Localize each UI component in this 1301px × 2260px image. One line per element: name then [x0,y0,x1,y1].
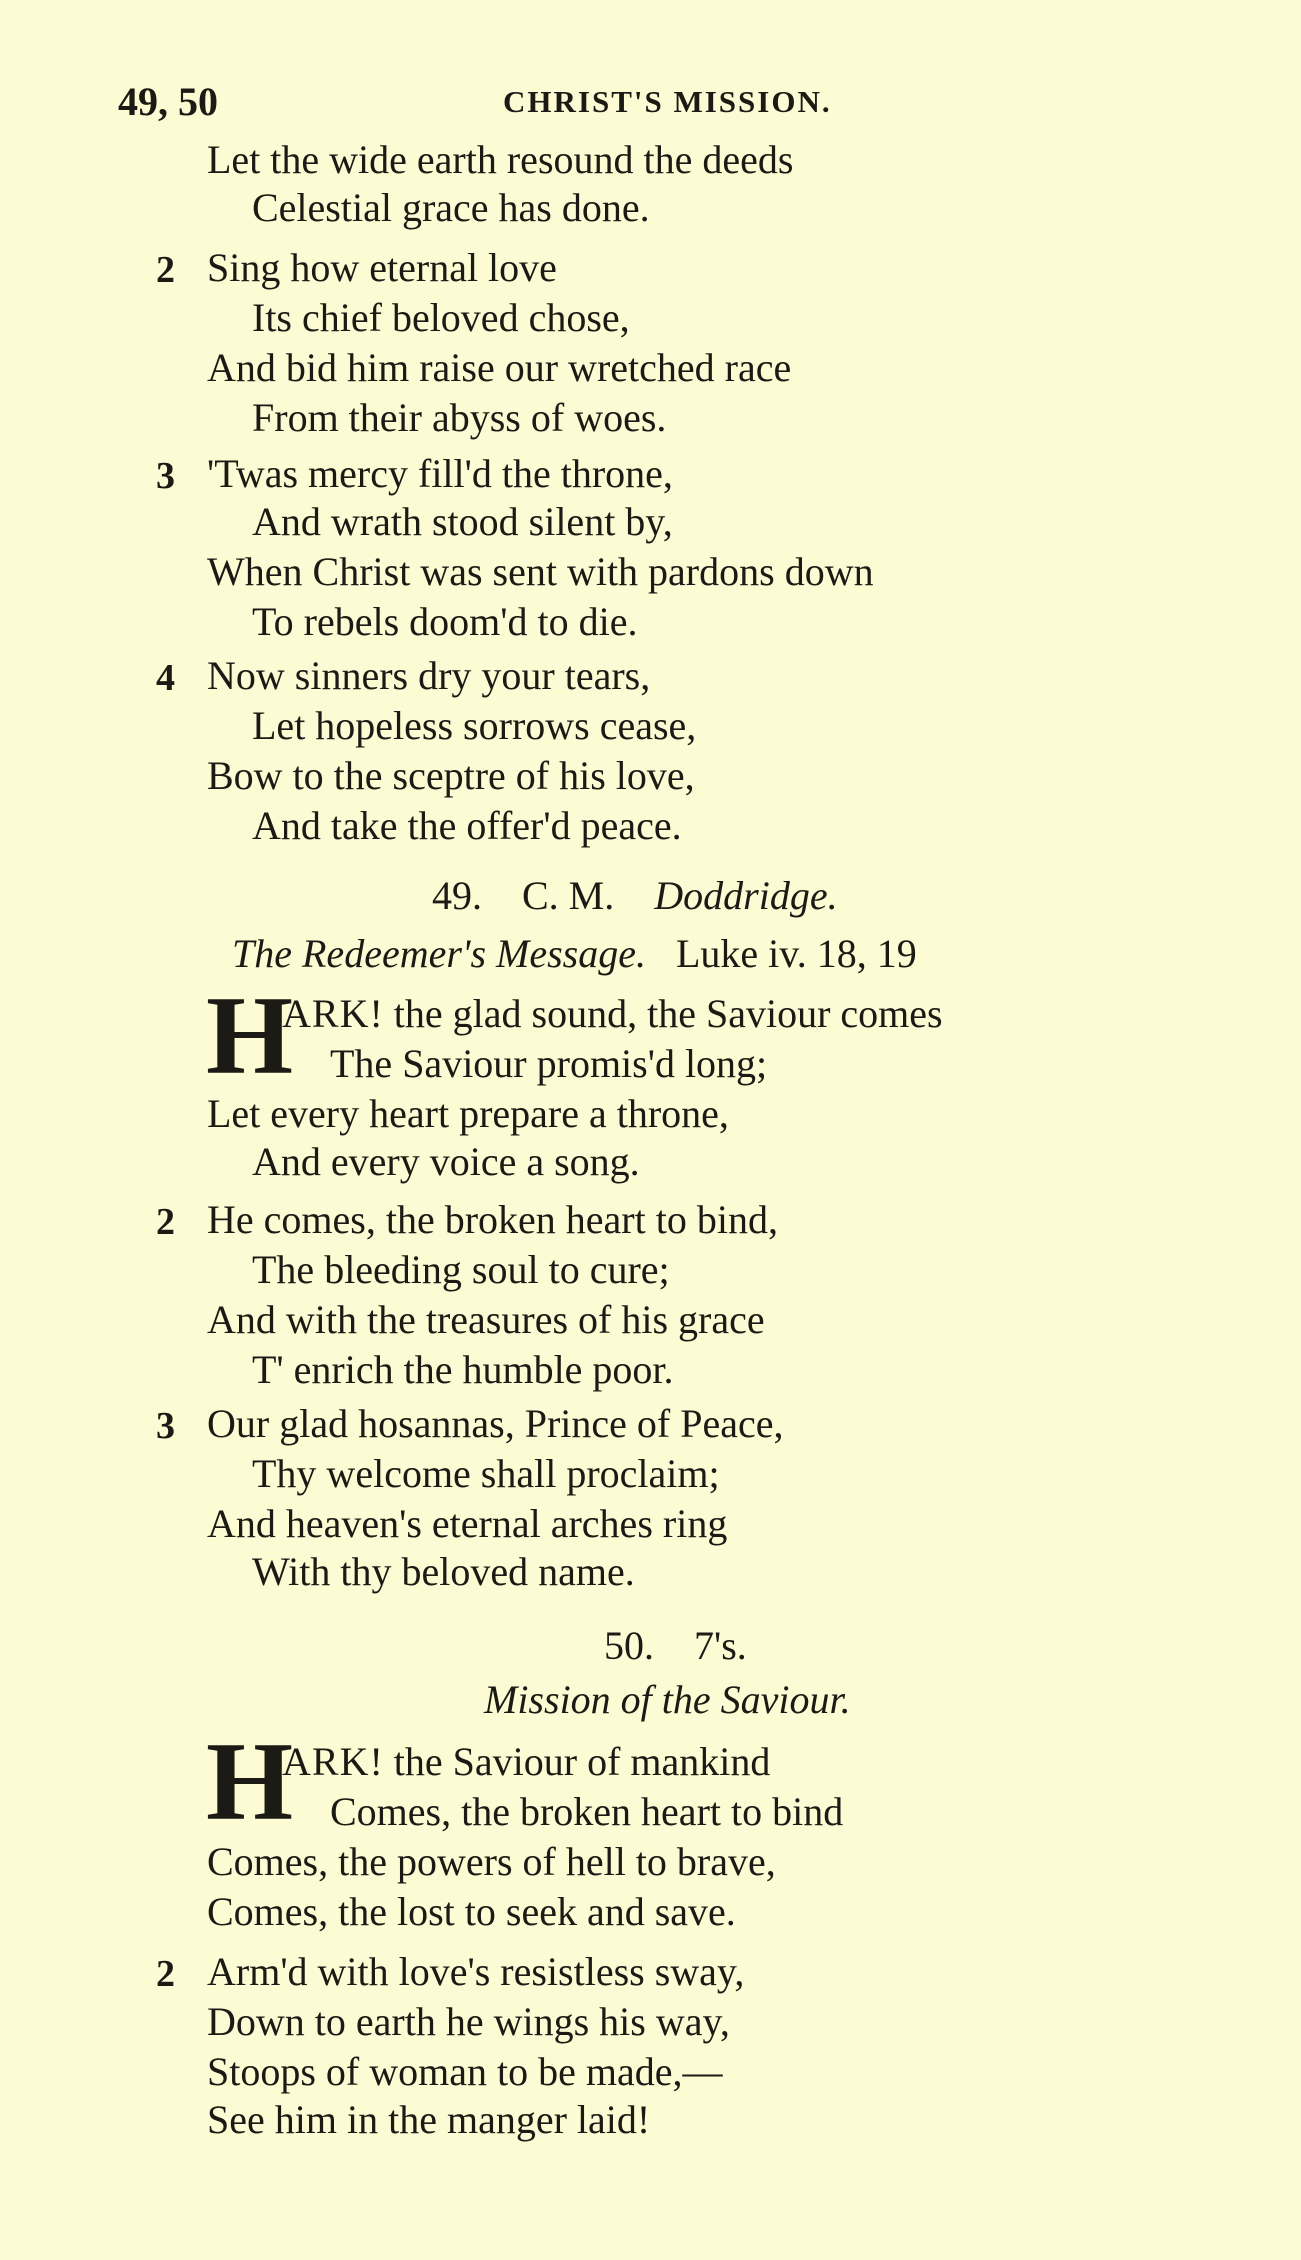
first-word: ARK! [282,1739,384,1784]
verse-number: 2 [156,1953,175,1995]
verse-line: Let hopeless sorrows cease, [252,703,697,748]
verse-line: Arm'd with love's resistless sway, [207,1949,745,1994]
first-line-rest: the glad sound, the Saviour comes [393,991,943,1036]
hymn-title [484,1676,851,1723]
hymn-number: 49. [432,873,482,918]
verse-line: And heaven's eternal arches ring [207,1501,728,1546]
scripture-reference: Luke iv. 18, 19 [675,931,917,976]
verse-line: T' enrich the humble poor. [252,1347,674,1392]
verse-line: Bow to the sceptre of his love, [207,753,695,798]
hymn-title-text: The Redeemer's Message. [232,931,646,976]
verse-number: 4 [156,657,175,699]
first-line-rest: the Saviour of mankind [393,1739,771,1784]
verse-line: Thy welcome shall proclaim; [252,1451,720,1496]
verse-line: With thy beloved name. [252,1549,635,1594]
verse-number: 2 [156,1201,175,1243]
verse-line: To rebels doom'd to die. [252,599,638,644]
verse-number: 3 [156,1405,175,1447]
hymn-meter: 7's. [694,1623,747,1668]
verse-line: Let the wide earth resound the deeds [207,137,794,182]
verse-line: Our glad hosannas, Prince of Peace, [207,1401,784,1446]
verse-number: 2 [156,249,175,291]
verse-line: Comes, the lost to seek and save. [207,1889,736,1934]
hymn-number: 50. [604,1623,654,1668]
hymn-meter: C. M. [522,873,615,918]
verse-line [282,991,943,1036]
verse-line: 'Twas mercy fill'd the throne, [207,451,673,496]
verse-line: Comes, the broken heart to bind [330,1789,844,1834]
verse-line: He comes, the broken heart to bind, [207,1197,778,1242]
hymn-author: Doddridge. [654,873,838,918]
verse-line: When Christ was sent with pardons down [207,549,874,594]
verse-line: The Saviour promis'd long; [330,1041,768,1086]
verse-line: And bid him raise our wretched race [207,345,792,390]
hymn-heading [432,872,838,919]
verse-line: Its chief beloved chose, [252,295,630,340]
verse-line: See him in the manger laid! [207,2097,651,2142]
hymn-heading [604,1622,747,1669]
verse-line: Comes, the powers of hell to brave, [207,1839,776,1884]
hymn-title [232,930,917,977]
verse-line: Down to earth he wings his way, [207,1999,730,2044]
verse-line: The bleeding soul to cure; [252,1247,670,1292]
drop-cap: H [206,974,294,1098]
running-header [118,78,1198,128]
drop-cap: H [206,1720,294,1844]
verse-line: Let every heart prepare a throne, [207,1091,729,1136]
running-title: CHRIST'S MISSION. [503,84,832,119]
verse-line: And every voice a song. [252,1139,640,1184]
verse-line: From their abyss of woes. [252,395,667,440]
verse-line: And take the offer'd peace. [252,803,682,848]
first-word: ARK! [282,991,384,1036]
hymn-title-text: Mission of the Saviour. [484,1677,851,1722]
verse-line: Stoops of woman to be made,— [207,2049,723,2094]
verse-line: Celestial grace has done. [252,185,650,230]
verse-line: Now sinners dry your tears, [207,653,651,698]
verse-line: And with the treasures of his grace [207,1297,765,1342]
verse-line: And wrath stood silent by, [252,499,673,544]
page-numbers: 49, 50 [118,79,218,124]
verse-line [282,1739,771,1784]
verse-number: 3 [156,455,175,497]
verse-line: Sing how eternal love [207,245,557,290]
